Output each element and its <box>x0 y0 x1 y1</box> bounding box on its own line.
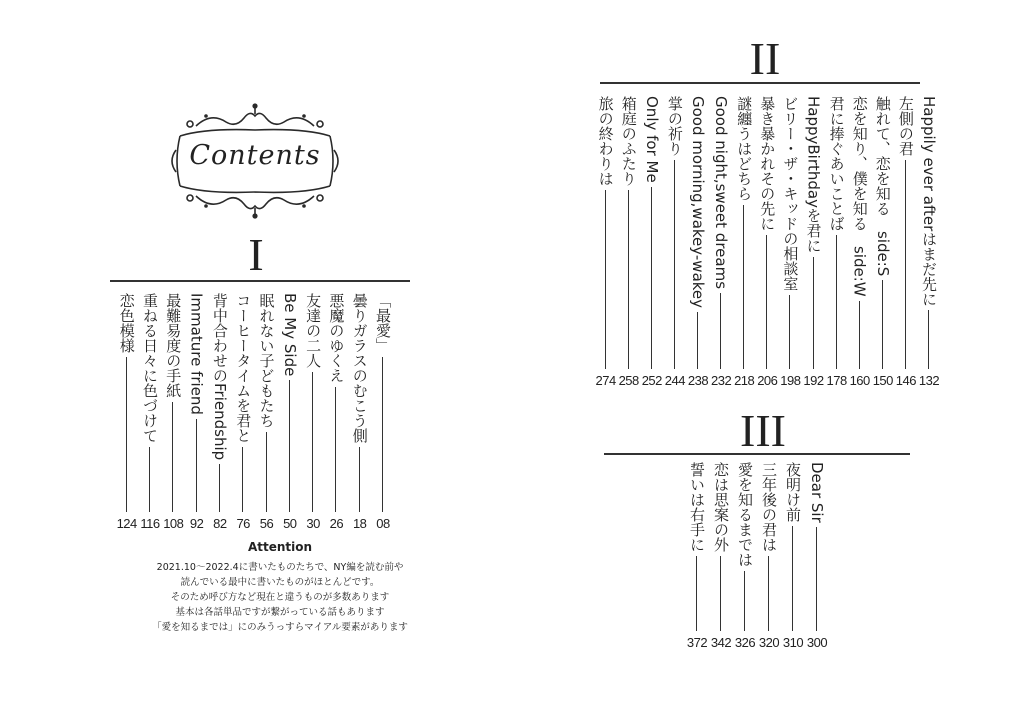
toc-leader-line <box>766 235 767 369</box>
toc-leader-line <box>697 312 698 369</box>
toc-entry-title: 「最愛」 <box>374 293 392 353</box>
attention-line: そのため呼び方など現在と違うものが多数あります <box>170 592 390 603</box>
toc-entry-title: 最難易度の手紙 <box>164 293 183 398</box>
toc-leader-line <box>792 526 793 631</box>
toc-entry-page: 192 <box>803 373 824 388</box>
toc-entry <box>256 293 278 532</box>
toc-leader-line <box>242 447 243 512</box>
toc-entry-title: Good night,sweet dreams <box>712 96 731 290</box>
toc-entry-title: Immature friend <box>187 293 206 415</box>
toc-entry-page: 310 <box>782 635 804 650</box>
toc-entry <box>686 462 708 651</box>
toc-entry <box>826 96 848 389</box>
toc-leader-line <box>836 235 837 369</box>
toc-entry-title: 掌の祈り <box>665 96 684 156</box>
toc-entry <box>186 293 208 532</box>
toc-entry <box>349 293 371 532</box>
toc-entry-page: 132 <box>918 373 940 388</box>
toc-entry-title: コーヒータイムを君と <box>234 293 253 443</box>
toc-entry-title: 君に捧ぐあいことば <box>827 96 846 231</box>
toc-entry-page: 30 <box>306 516 320 531</box>
toc-leader-line <box>928 310 929 369</box>
toc-entry <box>895 96 917 389</box>
toc-entry <box>782 462 804 651</box>
toc-entry-page: 08 <box>376 516 390 531</box>
toc-entry-page: 146 <box>895 373 916 388</box>
toc-leader-line <box>605 190 606 369</box>
toc-leader-line <box>674 160 675 369</box>
toc-entry <box>279 293 301 532</box>
toc-leader-line <box>359 447 360 512</box>
toc-entry-title: 暴き暴かれその先に <box>758 96 777 231</box>
toc-entry-page: 320 <box>758 635 780 650</box>
toc-entry-title: 三年後の君は <box>760 462 778 552</box>
toc-leader-line <box>382 357 383 512</box>
toc-entry-title: 悪魔のゆくえ <box>327 293 346 383</box>
toc-entry-title: Happily ever afterはまだ先に <box>920 96 938 307</box>
toc-entry <box>918 96 940 389</box>
section-2-numeral: II <box>749 33 781 84</box>
toc-entry-title: Only for Me <box>642 96 661 183</box>
section-2-divider <box>600 82 920 84</box>
toc-entry-page: 18 <box>352 516 367 531</box>
toc-leader-line <box>651 187 652 369</box>
toc-entry-page: 258 <box>618 373 639 388</box>
toc-entry-page: 342 <box>710 635 732 650</box>
toc-entry <box>209 293 231 532</box>
toc-entry-page: 150 <box>872 373 893 388</box>
toc-entry <box>641 96 663 389</box>
toc-leader-line <box>628 190 629 369</box>
toc-leader-line <box>126 357 127 512</box>
attention-line: 「愛を知るまでは」にのみうっすらマイアル要素があります <box>152 622 408 633</box>
attention-line: 読んでいる最中に書いたものがほとんどです。 <box>180 577 380 588</box>
attention-block <box>110 540 450 635</box>
toc-entry-title: 曇りガラスのむこう側 <box>350 293 369 443</box>
toc-leader-line <box>816 527 817 631</box>
toc-leader-line <box>289 380 290 512</box>
toc-entry-title: HappyBirthdayを君に <box>804 96 823 253</box>
toc-leader-line <box>905 160 906 369</box>
toc-entry-page: 244 <box>664 373 685 388</box>
toc-entry <box>710 462 732 651</box>
toc-entry-page: 160 <box>849 373 870 388</box>
section-3-numeral: III <box>740 405 786 456</box>
toc-entry-page: 26 <box>329 516 344 531</box>
toc-entry-title: 友達の二人 <box>304 293 323 368</box>
attention-line: 基本は各話単品ですが繋がっている話もあります <box>175 607 385 618</box>
toc-leader-line <box>172 402 173 512</box>
toc-entry <box>325 293 347 532</box>
toc-entry <box>872 96 894 389</box>
toc-entry-title: 恋を知り、僕を知る side:W <box>850 96 869 297</box>
toc-leader-line <box>744 571 745 631</box>
toc-entry-title: ビリー・ザ・キッドの相談室 <box>781 96 800 291</box>
toc-entry <box>849 96 871 389</box>
toc-entry <box>710 96 732 389</box>
toc-entry <box>756 96 778 389</box>
toc-entry <box>779 96 801 389</box>
toc-entry <box>302 293 324 532</box>
toc-entry-page: 238 <box>687 373 709 388</box>
toc-leader-line <box>149 447 150 512</box>
toc-entry-page: 206 <box>757 373 778 388</box>
toc-leader-line <box>743 205 744 369</box>
toc-entry <box>372 293 394 532</box>
toc-entry-title: 謎纏うはどちら <box>735 96 754 201</box>
toc-entry-page: 274 <box>595 373 616 388</box>
toc-leader-line <box>720 293 721 369</box>
toc-entry <box>687 96 709 389</box>
toc-entry-title: Be My Side <box>280 293 299 377</box>
toc-entry-page: 372 <box>686 635 708 650</box>
toc-entry <box>595 96 617 389</box>
toc-entry-page: 252 <box>641 373 662 388</box>
toc-entry-page: 76 <box>236 516 250 531</box>
toc-entry <box>618 96 640 389</box>
toc-entry-page: 198 <box>780 373 801 388</box>
toc-leader-line <box>266 432 267 512</box>
toc-leader-line <box>335 387 336 512</box>
toc-leader-line <box>813 257 814 369</box>
toc-leader-line <box>859 301 860 369</box>
toc-entry-title: 箱庭のふたり <box>619 96 638 186</box>
toc-entry <box>232 293 254 532</box>
toc-entry-page: 108 <box>163 516 184 531</box>
toc-entry-title: Good morning,wakey-wakey <box>689 96 707 309</box>
toc-leader-line <box>219 464 220 512</box>
toc-leader-line <box>312 372 313 512</box>
toc-leader-line <box>720 556 721 631</box>
toc-entry-title: 恋は思案の外 <box>712 462 730 552</box>
toc-entry-title: 左側の君 <box>896 96 915 156</box>
toc-entry-title: 旅の終わりは <box>596 96 615 186</box>
toc-leader-line <box>768 556 769 631</box>
toc-entry-title: 重ねる日々に色づけて <box>141 293 159 443</box>
toc-entry <box>664 96 686 389</box>
toc-entry-page: 50 <box>283 516 297 531</box>
toc-entry-page: 326 <box>734 635 756 650</box>
toc-entry-page: 92 <box>189 516 204 531</box>
toc-leader-line <box>882 280 883 369</box>
toc-entry <box>806 462 828 651</box>
toc-entry <box>758 462 780 651</box>
toc-entry-page: 124 <box>116 516 137 531</box>
toc-entry-title: Dear Sir <box>808 462 826 523</box>
toc-entry-title: 誓いは右手に <box>688 462 706 552</box>
toc-entry <box>733 96 755 389</box>
toc-entry-title: 夜明け前 <box>784 462 802 522</box>
attention-title: Attention <box>247 540 313 554</box>
toc-entry-title: 眠れない子どもたち <box>257 293 276 428</box>
toc-leader-line <box>196 419 197 512</box>
toc-entry <box>734 462 756 651</box>
toc-entry-page: 116 <box>140 516 160 531</box>
toc-entry <box>803 96 825 389</box>
contents-ornament <box>166 100 344 222</box>
toc-entry-page: 178 <box>826 373 847 388</box>
attention-line: 2021.10～2022.4に書いたものたちで、NY編を読む前や <box>156 562 404 573</box>
toc-entry <box>139 293 161 532</box>
toc-entry-page: 218 <box>734 373 755 388</box>
toc-entry <box>162 293 184 532</box>
toc-entry-title: 背中合わせのFriendship <box>210 293 229 461</box>
toc-entry-page: 232 <box>710 373 732 388</box>
section-1-numeral: I <box>248 229 264 280</box>
section-1-divider <box>110 280 410 282</box>
toc-leader-line <box>789 295 790 369</box>
toc-entry <box>116 293 138 532</box>
toc-leader-line <box>696 556 697 631</box>
toc-entry-title: 愛を知るまでは <box>736 462 754 567</box>
toc-entry-title: 恋色模様 <box>117 293 136 353</box>
toc-entry-title: 触れて、恋を知る side:S <box>873 96 892 277</box>
section-3-divider <box>604 453 910 455</box>
contents-title: Contents <box>189 140 321 171</box>
toc-entry-page: 56 <box>259 516 274 531</box>
toc-entry-page: 82 <box>213 516 227 531</box>
toc-entry-page: 300 <box>806 635 828 650</box>
